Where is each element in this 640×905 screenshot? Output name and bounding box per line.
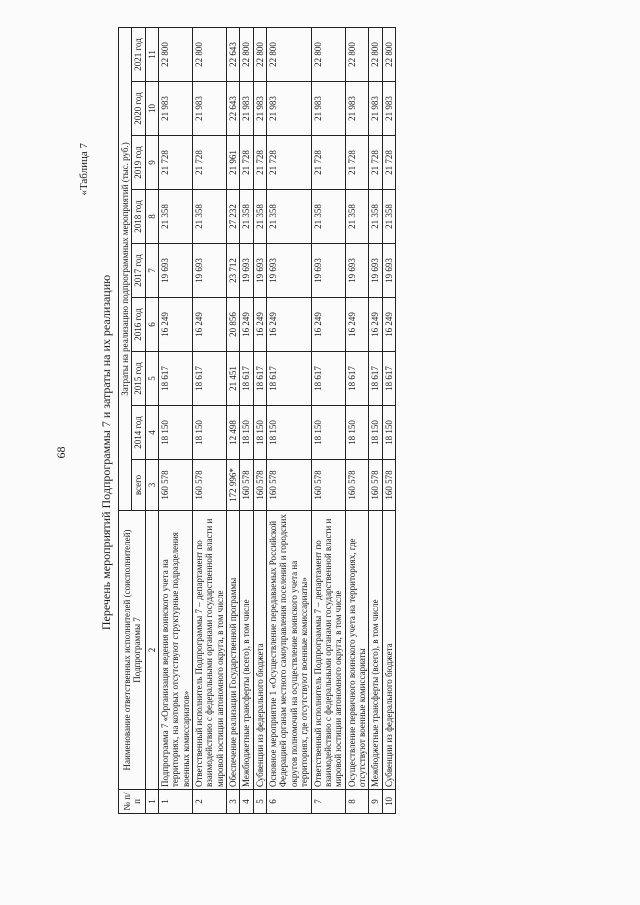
row-number: 7 (311, 790, 345, 814)
row-year-value: 21 728 (345, 136, 369, 190)
column-number: 9 (145, 136, 158, 190)
header-year: 2016 год (132, 298, 145, 352)
header-year: 2015 год (132, 352, 145, 406)
row-year-value: 18 617 (382, 352, 395, 406)
row-year-value: 21 728 (369, 136, 382, 190)
row-total: 160 578 (311, 460, 345, 511)
row-year-value: 21 983 (369, 82, 382, 136)
row-year-value: 22 800 (159, 27, 193, 81)
header-row (119, 27, 132, 813)
row-year-value: 16 249 (382, 298, 395, 352)
row-total: 160 578 (240, 460, 253, 511)
page-number: 68 (54, 446, 68, 459)
row-year-value: 22 800 (193, 27, 227, 81)
row-year-value: 21 983 (345, 82, 369, 136)
table-label: «Таблица 7 (78, 143, 90, 196)
row-name: Межбюджетные трансферты (всего), в том числе (240, 511, 253, 790)
row-year-value: 21 728 (253, 136, 266, 190)
row-total: 160 578 (193, 460, 227, 511)
row-year-value: 21 358 (382, 190, 395, 244)
row-year-value: 18 617 (240, 352, 253, 406)
row-year-value: 18 150 (311, 406, 345, 460)
header-num: № п/п (119, 790, 146, 814)
table-row (227, 27, 240, 813)
row-year-value: 19 693 (382, 244, 395, 298)
row-year-value: 27 232 (227, 190, 240, 244)
row-year-value: 19 693 (369, 244, 382, 298)
row-name: Основное мероприятие 1 «Осуществление передаваемых Российской Федерацией органам местного самоуправления поселений и городских округов полномочий на осуществление воинского учета на территориях, где отсутствуют военные комиссариаты» (267, 511, 311, 790)
table-row (267, 27, 311, 813)
column-number: 1 (145, 790, 158, 814)
column-number: 5 (145, 352, 158, 406)
table-title: Перечень мероприятий Подпрограммы 7 и затраты на их реализацию (99, 274, 113, 631)
row-year-value: 21 728 (159, 136, 193, 190)
row-year-value: 19 693 (345, 244, 369, 298)
table-row (311, 27, 345, 813)
row-year-value: 18 617 (311, 352, 345, 406)
row-year-value: 21 358 (311, 190, 345, 244)
costs-table (118, 27, 396, 814)
row-year-value: 21 728 (382, 136, 395, 190)
table-row (253, 27, 266, 813)
row-year-value: 22 643 (227, 82, 240, 136)
row-year-value: 21 983 (311, 82, 345, 136)
row-year-value: 21 728 (311, 136, 345, 190)
row-year-value: 18 150 (267, 406, 311, 460)
row-year-value: 16 249 (253, 298, 266, 352)
row-year-value: 19 693 (267, 244, 311, 298)
row-year-value: 18 617 (193, 352, 227, 406)
row-year-value: 22 800 (345, 27, 369, 81)
row-name: Обеспечение реализации Государственной программы (227, 511, 240, 790)
row-year-value: 21 358 (267, 190, 311, 244)
row-year-value: 22 800 (311, 27, 345, 81)
header-name: Наименование ответственных исполнителей (соисполнителей) Подпрограммы 7 (119, 511, 146, 790)
header-year: 2018 год (132, 190, 145, 244)
row-year-value: 18 150 (345, 406, 369, 460)
row-year-value: 21 983 (267, 82, 311, 136)
column-number: 10 (145, 82, 158, 136)
header-total: всего (132, 460, 145, 511)
row-year-value: 21 983 (193, 82, 227, 136)
row-year-value: 23 712 (227, 244, 240, 298)
row-year-value: 18 617 (253, 352, 266, 406)
row-total: 160 578 (382, 460, 395, 511)
row-year-value: 21 983 (159, 82, 193, 136)
row-year-value: 18 150 (253, 406, 266, 460)
row-year-value: 21 451 (227, 352, 240, 406)
header-costs-group: Затраты на реализацию подпрограммных мероприятий (тыс. руб.) (119, 27, 132, 510)
row-year-value: 21 728 (193, 136, 227, 190)
row-year-value: 18 150 (193, 406, 227, 460)
row-year-value: 21 983 (382, 82, 395, 136)
row-year-value: 21 728 (267, 136, 311, 190)
row-year-value: 21 358 (240, 190, 253, 244)
row-year-value: 16 249 (193, 298, 227, 352)
row-name: Субвенции из федерального бюджета (253, 511, 266, 790)
row-year-value: 19 693 (159, 244, 193, 298)
row-number: 1 (159, 790, 193, 814)
table-row (193, 27, 227, 813)
row-year-value: 16 249 (159, 298, 193, 352)
row-total: 160 578 (345, 460, 369, 511)
column-number: 11 (145, 27, 158, 81)
row-number: 8 (345, 790, 369, 814)
table-row (369, 27, 382, 813)
row-number: 2 (193, 790, 227, 814)
column-number: 3 (145, 460, 158, 511)
row-year-value: 19 693 (240, 244, 253, 298)
header-year: 2020 год (132, 82, 145, 136)
header-year: 2019 год (132, 136, 145, 190)
row-number: 9 (369, 790, 382, 814)
row-year-value: 16 249 (311, 298, 345, 352)
row-year-value: 21 358 (159, 190, 193, 244)
row-year-value: 18 617 (345, 352, 369, 406)
row-name: Субвенции из федерального бюджета (382, 511, 395, 790)
row-number: 4 (240, 790, 253, 814)
row-year-value: 21 983 (240, 82, 253, 136)
column-number: 6 (145, 298, 158, 352)
row-name: Ответственный исполнитель Подпрограммы 7 – департамент по взаимодействию с федеральными органами государственной власти и мировой юстиции автономного округа, в том числе (193, 511, 227, 790)
row-year-value: 16 249 (240, 298, 253, 352)
row-year-value: 21 358 (193, 190, 227, 244)
row-year-value: 16 249 (345, 298, 369, 352)
table-row (159, 27, 193, 813)
table-row (382, 27, 395, 813)
column-number: 8 (145, 190, 158, 244)
column-number: 4 (145, 406, 158, 460)
row-year-value: 22 800 (267, 27, 311, 81)
row-year-value: 18 150 (382, 406, 395, 460)
row-year-value: 18 150 (369, 406, 382, 460)
table-row (345, 27, 369, 813)
row-year-value: 21 358 (369, 190, 382, 244)
row-year-value: 12 498 (227, 406, 240, 460)
row-year-value: 19 693 (311, 244, 345, 298)
row-year-value: 21 358 (253, 190, 266, 244)
row-year-value: 19 693 (253, 244, 266, 298)
row-name: Ответственный исполнитель Подпрограммы 7 – департамент по взаимодействию с федеральными органами государственной власти и мировой юстиции автономного округа, в том числе (311, 511, 345, 790)
row-year-value: 18 617 (369, 352, 382, 406)
row-year-value: 18 617 (267, 352, 311, 406)
row-year-value: 22 800 (240, 27, 253, 81)
row-total: 172 996* (227, 460, 240, 511)
row-year-value: 21 728 (240, 136, 253, 190)
row-year-value: 16 249 (369, 298, 382, 352)
header-year: 2014 год (132, 406, 145, 460)
row-number: 5 (253, 790, 266, 814)
row-year-value: 22 643 (227, 27, 240, 81)
table-row (240, 27, 253, 813)
row-number: 10 (382, 790, 395, 814)
row-year-value: 22 800 (253, 27, 266, 81)
header-year: 2017 год (132, 244, 145, 298)
row-number: 3 (227, 790, 240, 814)
row-year-value: 18 617 (159, 352, 193, 406)
row-year-value: 22 800 (369, 27, 382, 81)
column-number: 2 (145, 511, 158, 790)
column-number: 7 (145, 244, 158, 298)
row-name: Межбюджетные трансферты (всего), в том числе (369, 511, 382, 790)
row-year-value: 21 358 (345, 190, 369, 244)
row-year-value: 19 693 (193, 244, 227, 298)
row-total: 160 578 (267, 460, 311, 511)
table-body (145, 27, 395, 813)
row-year-value: 16 249 (267, 298, 311, 352)
header-year: 2021 год (132, 27, 145, 81)
row-number: 6 (267, 790, 311, 814)
row-year-value: 21 961 (227, 136, 240, 190)
row-total: 160 578 (159, 460, 193, 511)
row-total: 160 578 (253, 460, 266, 511)
row-year-value: 20 856 (227, 298, 240, 352)
row-total: 160 578 (369, 460, 382, 511)
row-year-value: 21 983 (253, 82, 266, 136)
column-number-row (145, 27, 158, 813)
row-year-value: 18 150 (240, 406, 253, 460)
row-name: Осуществление первичного воинского учета на территориях, где отсутствуют военные комиссариаты (345, 511, 369, 790)
row-name: Подпрограмма 7 «Организация ведения воинского учета на территориях, на которых отсутствуют структурные подразделения военных комиссариатов» (159, 511, 193, 790)
row-year-value: 18 150 (159, 406, 193, 460)
row-year-value: 22 800 (382, 27, 395, 81)
